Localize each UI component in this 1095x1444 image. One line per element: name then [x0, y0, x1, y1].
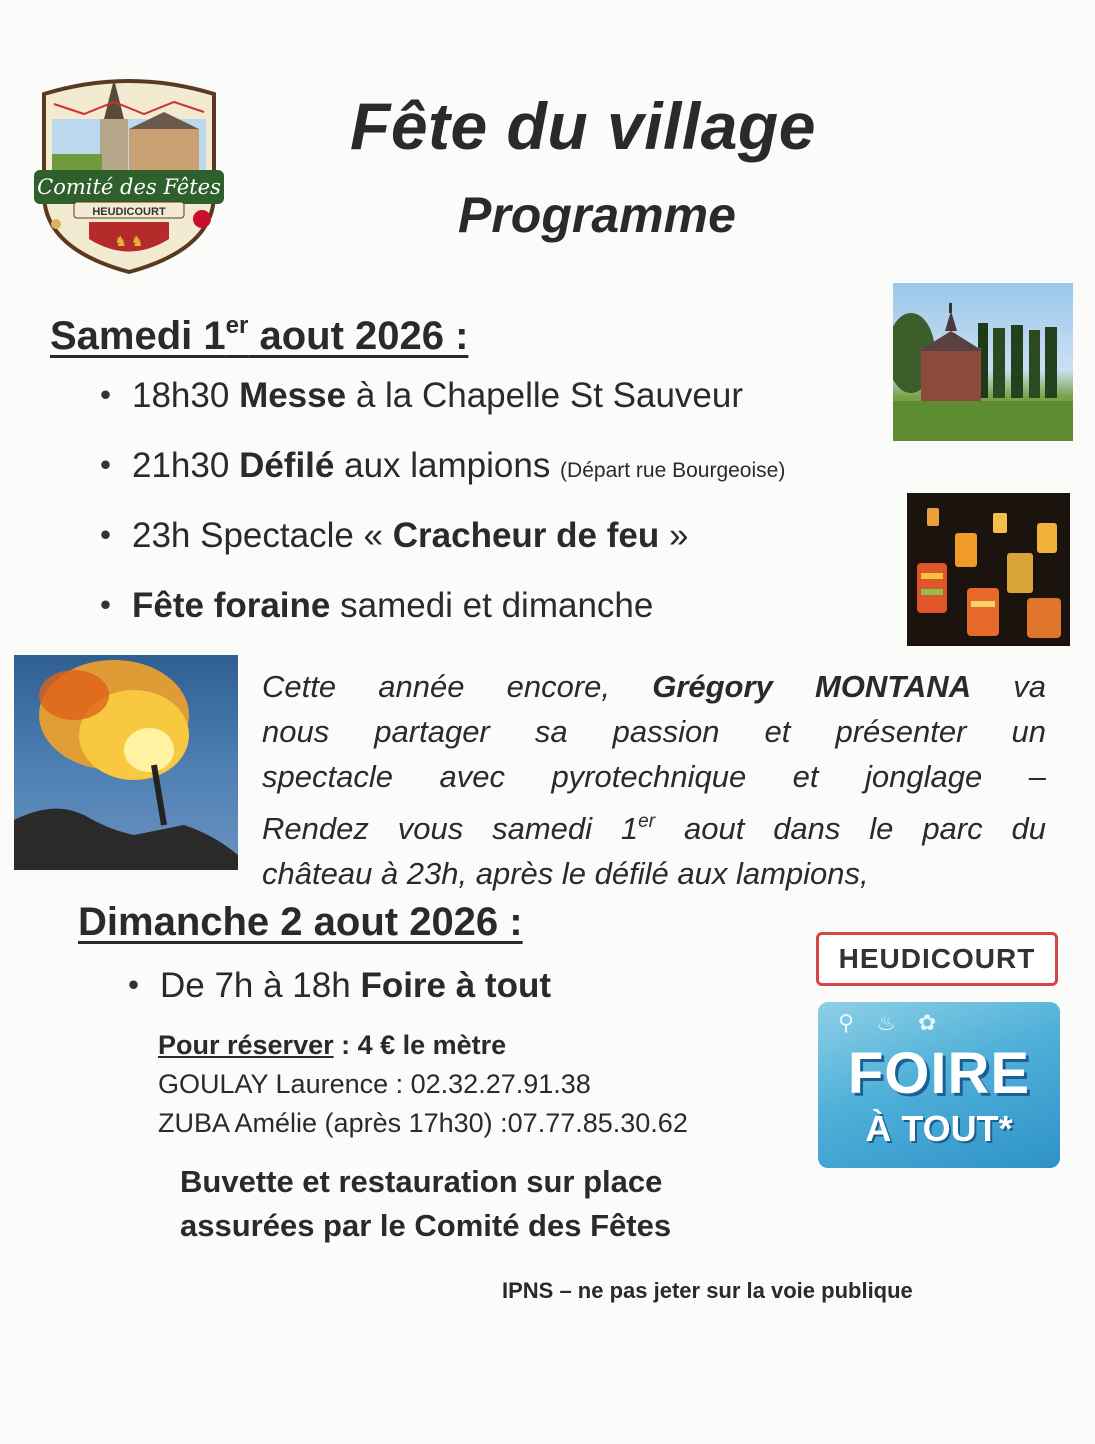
reservation-info	[158, 1026, 688, 1143]
paragraph-line: château à 23h, après le défilé aux lampions,	[262, 856, 869, 891]
saturday-heading: Samedi 1er aout 2026 :	[50, 312, 469, 358]
reservation-label: Pour réserver	[158, 1030, 334, 1060]
performer-paragraph	[262, 664, 1046, 896]
fire-breather-photo	[14, 655, 238, 870]
page-title: Fête du village	[350, 89, 816, 163]
ipns-footer: IPNS – ne pas jeter sur la voie publique	[502, 1278, 913, 1303]
foire-a-tout-badge	[818, 1002, 1060, 1168]
contact-line: GOULAY Laurence : 02.32.27.91.38	[158, 1069, 591, 1099]
reservation-price: : 4 € le mètre	[333, 1030, 507, 1060]
page-subtitle: Programme	[458, 187, 736, 243]
list-item: • Fête foraine samedi et dimanche	[100, 586, 785, 656]
svg-text:♞ ♞: ♞ ♞	[114, 233, 144, 249]
village-sign: HEUDICOURT	[816, 932, 1058, 986]
sunday-program-list	[128, 966, 551, 1006]
saturday-program-list	[100, 376, 785, 656]
buvette-line: Buvette et restauration sur place	[180, 1164, 663, 1199]
chapel-photo	[893, 283, 1073, 441]
paragraph-line: nous partager sa passion et présenter un	[262, 714, 1046, 749]
logo-place-text: HEUDICOURT	[92, 206, 166, 218]
comite-des-fetes-logo	[34, 74, 224, 274]
list-item: • 18h30 Messe à la Chapelle St Sauveur	[100, 376, 785, 446]
paragraph-line: spectacle avec pyrotechnique et jonglage –	[262, 759, 1046, 794]
list-item: • 21h30 Défilé aux lampions (Départ rue Bourgeoise)	[100, 446, 785, 516]
lanterns-photo	[907, 493, 1070, 646]
buvette-line: assurées par le Comité des Fêtes	[180, 1208, 672, 1243]
bicycle-icon: ⚲ ♨ ✿	[838, 1010, 945, 1035]
list-item: • De 7h à 18h Foire à tout	[128, 966, 551, 1006]
buvette-notice	[180, 1160, 671, 1248]
list-item: • 23h Spectacle « Cracheur de feu »	[100, 516, 785, 586]
foire-badge-line1: FOIRE	[847, 1041, 1031, 1106]
paragraph-line: Rendez vous samedi 1er aout dans le parc du	[262, 811, 1046, 846]
contact-line: ZUBA Amélie (après 17h30) :07.77.85.30.62	[158, 1108, 688, 1138]
sunday-heading: Dimanche 2 aout 2026 :	[78, 900, 523, 944]
foire-badge-line2: À TOUT*	[865, 1108, 1013, 1149]
paragraph-line: Cette année encore, Grégory MONTANA va	[262, 669, 1047, 704]
logo-name-text: Comité des Fêtes	[37, 175, 221, 199]
